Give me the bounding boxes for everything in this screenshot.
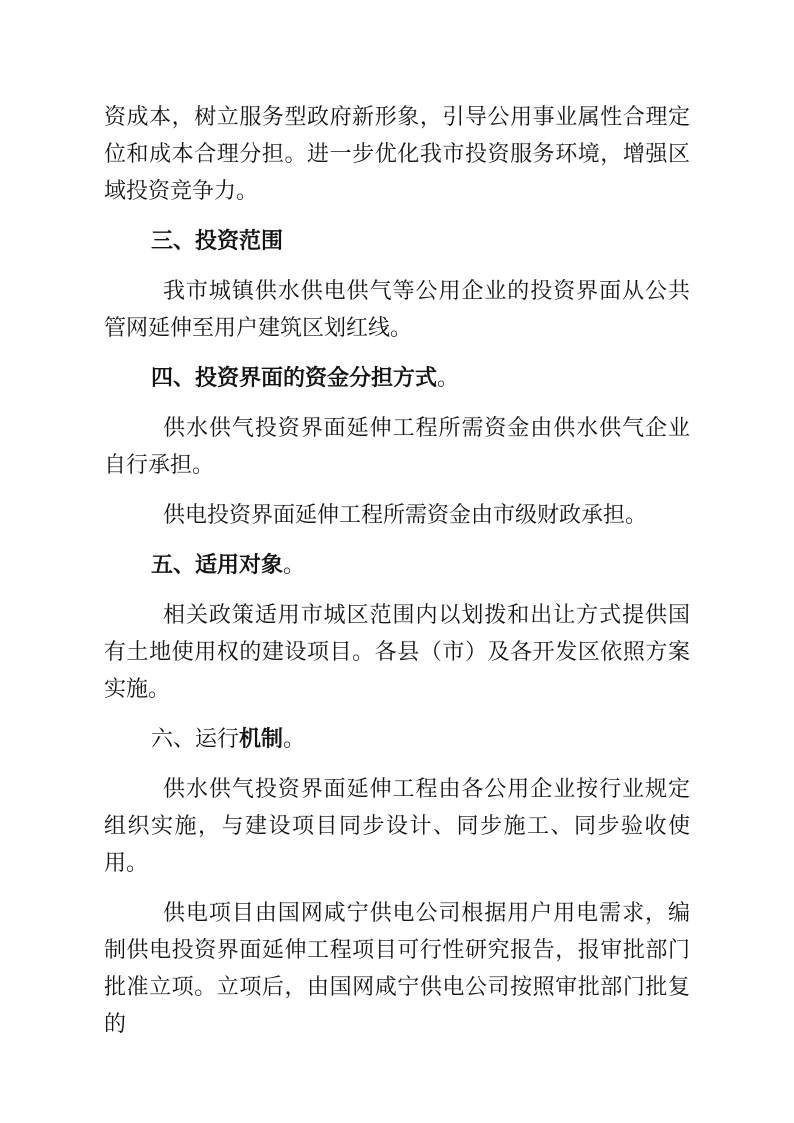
body-paragraph	[104, 596, 690, 707]
body-paragraph	[104, 409, 690, 483]
text-run: 供电项目由国网咸宁供电公司根据用户用电需求，编制供电投资界面延伸工程项目可行性研究报告，报审批部门批准立项。立项后，由国网咸宁供电公司按照审批部门批复的	[104, 900, 690, 1036]
body-paragraph	[104, 272, 690, 346]
section-heading	[104, 546, 690, 583]
body-paragraph	[104, 98, 690, 209]
body-paragraph	[104, 770, 690, 881]
text-run: 。	[437, 365, 460, 390]
text-run: 机制	[239, 726, 284, 751]
text-run: 相关政策适用市城区范围内以划拨和出让方式提供国有土地使用权的建设项目。各县（市）及各开发区依照方案实施。	[104, 602, 690, 701]
section-heading	[104, 359, 690, 396]
text-run: 。	[283, 726, 306, 751]
text-run: 资成本，树立服务型政府新形象，引导公用事业属性合理定位和成本合理分担。进一步优化我市投资服务环境，增强区域投资竞争力。	[104, 104, 690, 203]
document-content	[104, 98, 690, 1042]
text-run: 五、适用对象	[151, 552, 284, 577]
text-run: 供电投资界面延伸工程所需资金由市级财政承担。	[163, 502, 648, 527]
body-paragraph	[104, 894, 690, 1042]
section-heading	[104, 222, 690, 259]
text-run: 供水供气投资界面延伸工程所需资金由供水供气企业自行承担。	[104, 415, 690, 477]
section-heading	[104, 720, 690, 757]
text-run: 。	[283, 552, 306, 577]
text-run: 我市城镇供水供电供气等公用企业的投资界面从公共管网延伸至用户建筑区划红线。	[104, 278, 690, 340]
body-paragraph	[104, 496, 690, 533]
text-run: 三、投资范围	[151, 228, 284, 253]
text-run: 四、投资界面的资金分担方式	[151, 365, 438, 390]
text-run: 供水供气投资界面延伸工程由各公用企业按行业规定组织实施，与建设项目同步设计、同步施工、同步验收使用。	[104, 776, 690, 875]
text-run: 六、运行	[151, 726, 240, 751]
